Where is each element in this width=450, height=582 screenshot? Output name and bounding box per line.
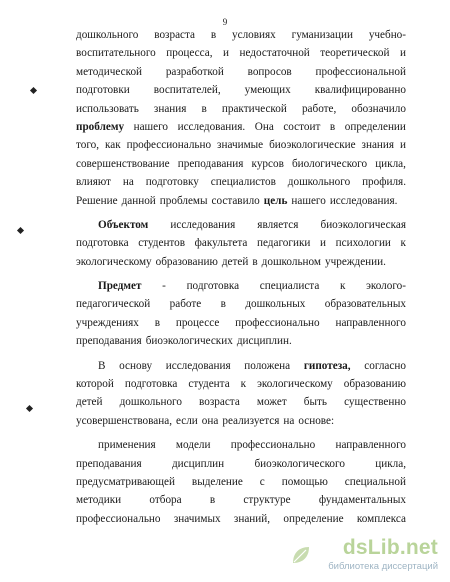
- word: профессионально: [235, 316, 320, 329]
- word: может: [256, 396, 287, 409]
- word: определение: [283, 512, 344, 525]
- word: возраста: [154, 29, 195, 41]
- text-line: [76, 375, 406, 393]
- word: квалифицированно: [314, 84, 406, 97]
- word: дисциплин.: [236, 335, 292, 348]
- word: Решение: [76, 194, 118, 207]
- word: в: [209, 494, 216, 507]
- word: основу: [119, 359, 153, 372]
- word: воспитателей,: [153, 84, 221, 97]
- word: студентов: [138, 237, 186, 250]
- word: вопросов: [247, 65, 292, 78]
- text-line: [76, 277, 406, 295]
- word: цикла,: [375, 457, 406, 470]
- word: и: [223, 47, 229, 60]
- margin-mark: [26, 405, 33, 412]
- word: Она: [254, 120, 274, 133]
- word: согласно: [364, 359, 406, 372]
- word: данной: [121, 194, 156, 207]
- text-line: [76, 393, 406, 411]
- text-line: [76, 81, 406, 99]
- word: на: [122, 176, 134, 189]
- word: детей: [221, 255, 249, 268]
- text-line: [76, 314, 406, 332]
- word: существенно: [344, 396, 406, 409]
- word: значимые: [217, 139, 264, 152]
- word: профессионально: [76, 512, 161, 525]
- word: детей: [76, 396, 103, 409]
- word: преподавания: [177, 157, 244, 170]
- text-line: [76, 253, 406, 271]
- word: комплекса: [356, 512, 406, 525]
- word: того,: [76, 139, 100, 152]
- word: знаний,: [233, 512, 271, 525]
- word: на: [283, 414, 295, 427]
- text-line: [76, 473, 406, 491]
- word: эколого-: [366, 280, 406, 293]
- word: фундаментальных: [318, 494, 406, 507]
- word: дисциплин: [171, 457, 225, 470]
- word: образованию: [343, 378, 406, 391]
- word: работе: [169, 298, 202, 311]
- text-line: [76, 295, 406, 313]
- word: дошкольного: [76, 29, 139, 41]
- bold-term: Предмет: [98, 280, 142, 293]
- word: подготовки: [76, 84, 130, 97]
- text-line: [76, 192, 406, 210]
- word: подготовку: [145, 176, 199, 189]
- word: педагогики: [257, 237, 311, 250]
- text-line: [76, 357, 406, 375]
- word: недостаточной: [239, 47, 310, 60]
- word: дошкольного: [119, 396, 182, 409]
- word: исследования.: [329, 194, 398, 207]
- text-line: [76, 100, 406, 118]
- watermark-subtitle: библиотека диссертаций: [328, 561, 438, 572]
- word: дошкольных: [245, 298, 306, 311]
- word: учреждении.: [325, 255, 386, 268]
- text-line: [76, 44, 406, 62]
- word: цикла,: [375, 157, 406, 170]
- text-line: [76, 63, 406, 81]
- word: знания: [153, 102, 187, 115]
- bold-term: цель: [263, 194, 288, 207]
- word: исследования: [170, 218, 236, 231]
- word: биоэкологических: [145, 335, 233, 348]
- word: специалиста: [259, 280, 320, 293]
- word: условиях: [232, 29, 276, 41]
- word: разработкой: [165, 65, 224, 78]
- word: В: [98, 359, 106, 372]
- word: в: [210, 29, 217, 41]
- word: факультета: [194, 237, 248, 250]
- margin-mark: [17, 227, 24, 234]
- word: проблемы: [159, 194, 208, 207]
- word: преподавания: [76, 457, 142, 470]
- word: подготовка: [124, 378, 178, 391]
- text-line: [76, 332, 406, 350]
- word: в: [220, 298, 226, 311]
- word: является: [257, 218, 299, 231]
- word: усовершенствована,: [76, 414, 173, 427]
- word: теоретической: [320, 47, 390, 60]
- word: структуре: [243, 494, 291, 507]
- word: процессе: [175, 316, 220, 329]
- word: процесса,: [166, 47, 213, 60]
- word: значимых: [173, 512, 221, 525]
- word: к: [400, 237, 406, 250]
- word: и: [399, 47, 406, 60]
- word: отбора: [149, 494, 182, 507]
- word: методики: [76, 494, 122, 507]
- margin-mark: [30, 87, 37, 94]
- text-line: [76, 155, 406, 173]
- word: исследования: [165, 359, 231, 372]
- word: знания: [361, 139, 395, 152]
- word: в: [252, 255, 258, 268]
- text-line: [76, 136, 406, 154]
- word: курсов: [251, 157, 284, 170]
- word: преподавания: [76, 335, 142, 348]
- word: биоэкологические: [269, 139, 356, 152]
- word: обозначило: [351, 102, 406, 115]
- word: работе,: [301, 102, 337, 115]
- text-line: [76, 26, 406, 44]
- word: и: [399, 139, 406, 152]
- text-line: [76, 436, 406, 454]
- word: профессионально: [230, 439, 316, 452]
- word: выделение: [191, 475, 243, 488]
- word: быть: [303, 396, 327, 409]
- word: к: [240, 378, 247, 391]
- word: которой: [76, 378, 114, 391]
- text-line: [76, 234, 406, 252]
- bold-term: гипотеза,: [303, 359, 351, 372]
- word: психологии: [335, 237, 391, 250]
- word: использовать: [76, 102, 139, 115]
- word: нашего: [133, 120, 169, 133]
- word: биоэкологическая: [320, 218, 406, 231]
- word: биоэкологического: [254, 457, 345, 470]
- text-line: [76, 455, 406, 473]
- word: помощью: [281, 475, 328, 488]
- word: профессионально: [126, 139, 212, 152]
- word: методической: [76, 65, 143, 78]
- word: специалистов: [210, 176, 276, 189]
- word: дошкольном: [261, 255, 322, 268]
- word: учебно-: [368, 29, 406, 41]
- word: она: [201, 414, 219, 427]
- word: экологическому: [257, 378, 333, 391]
- word: положена: [244, 359, 291, 372]
- word: реализуется: [222, 414, 280, 427]
- word: образованию: [155, 255, 218, 268]
- word: нашего: [291, 194, 326, 207]
- bold-term: проблему: [76, 120, 125, 133]
- text-line: [76, 173, 406, 191]
- word: образовательных: [324, 298, 406, 311]
- word: направленного: [335, 439, 406, 452]
- word: специальной: [344, 475, 406, 488]
- word: подготовка: [186, 280, 240, 293]
- word: влияют: [76, 176, 111, 189]
- word: исследования.: [177, 120, 246, 133]
- word: подготовка: [76, 237, 129, 250]
- word: и: [320, 237, 326, 250]
- text-line: [76, 216, 406, 234]
- word: определении: [344, 120, 406, 133]
- word: направленного: [335, 316, 406, 329]
- word: гуманизации: [291, 29, 353, 41]
- word: как: [104, 139, 121, 152]
- word: учреждениях: [76, 316, 139, 329]
- text-line: [76, 118, 406, 136]
- word: применения: [98, 439, 156, 452]
- word: если: [176, 414, 198, 427]
- word: биологического: [291, 157, 368, 170]
- word: -: [162, 280, 166, 293]
- word: возраста: [199, 396, 240, 409]
- word: в: [329, 120, 336, 133]
- word: совершенствование: [76, 157, 170, 170]
- word: умеющих: [244, 84, 291, 97]
- word: в: [201, 102, 207, 115]
- watermark-name: dsLib.net: [342, 536, 438, 559]
- word: воспитательного: [76, 47, 156, 60]
- dslib-watermark: [290, 536, 440, 576]
- word: педагогической: [76, 298, 151, 311]
- word: состоит: [283, 120, 321, 133]
- word: профессиональной: [315, 65, 406, 78]
- page-number: 9: [222, 17, 228, 27]
- word: к: [339, 280, 346, 293]
- word: экологическому: [76, 255, 152, 268]
- text-line: [76, 412, 406, 430]
- word: практической: [221, 102, 287, 115]
- word: модели: [175, 439, 211, 452]
- word: дошкольного: [287, 176, 351, 189]
- document-body: [76, 26, 406, 528]
- word: студента: [188, 378, 230, 391]
- bold-term: Объектом: [98, 218, 149, 231]
- word: основе:: [298, 414, 335, 427]
- word: в: [154, 316, 161, 329]
- text-line: [76, 510, 406, 528]
- word: с: [259, 475, 265, 488]
- word: профиля.: [362, 176, 406, 189]
- word: предусматривающей: [76, 475, 175, 488]
- text-line: [76, 491, 406, 509]
- leaf-logo-icon: [290, 544, 312, 566]
- word: составило: [211, 194, 260, 207]
